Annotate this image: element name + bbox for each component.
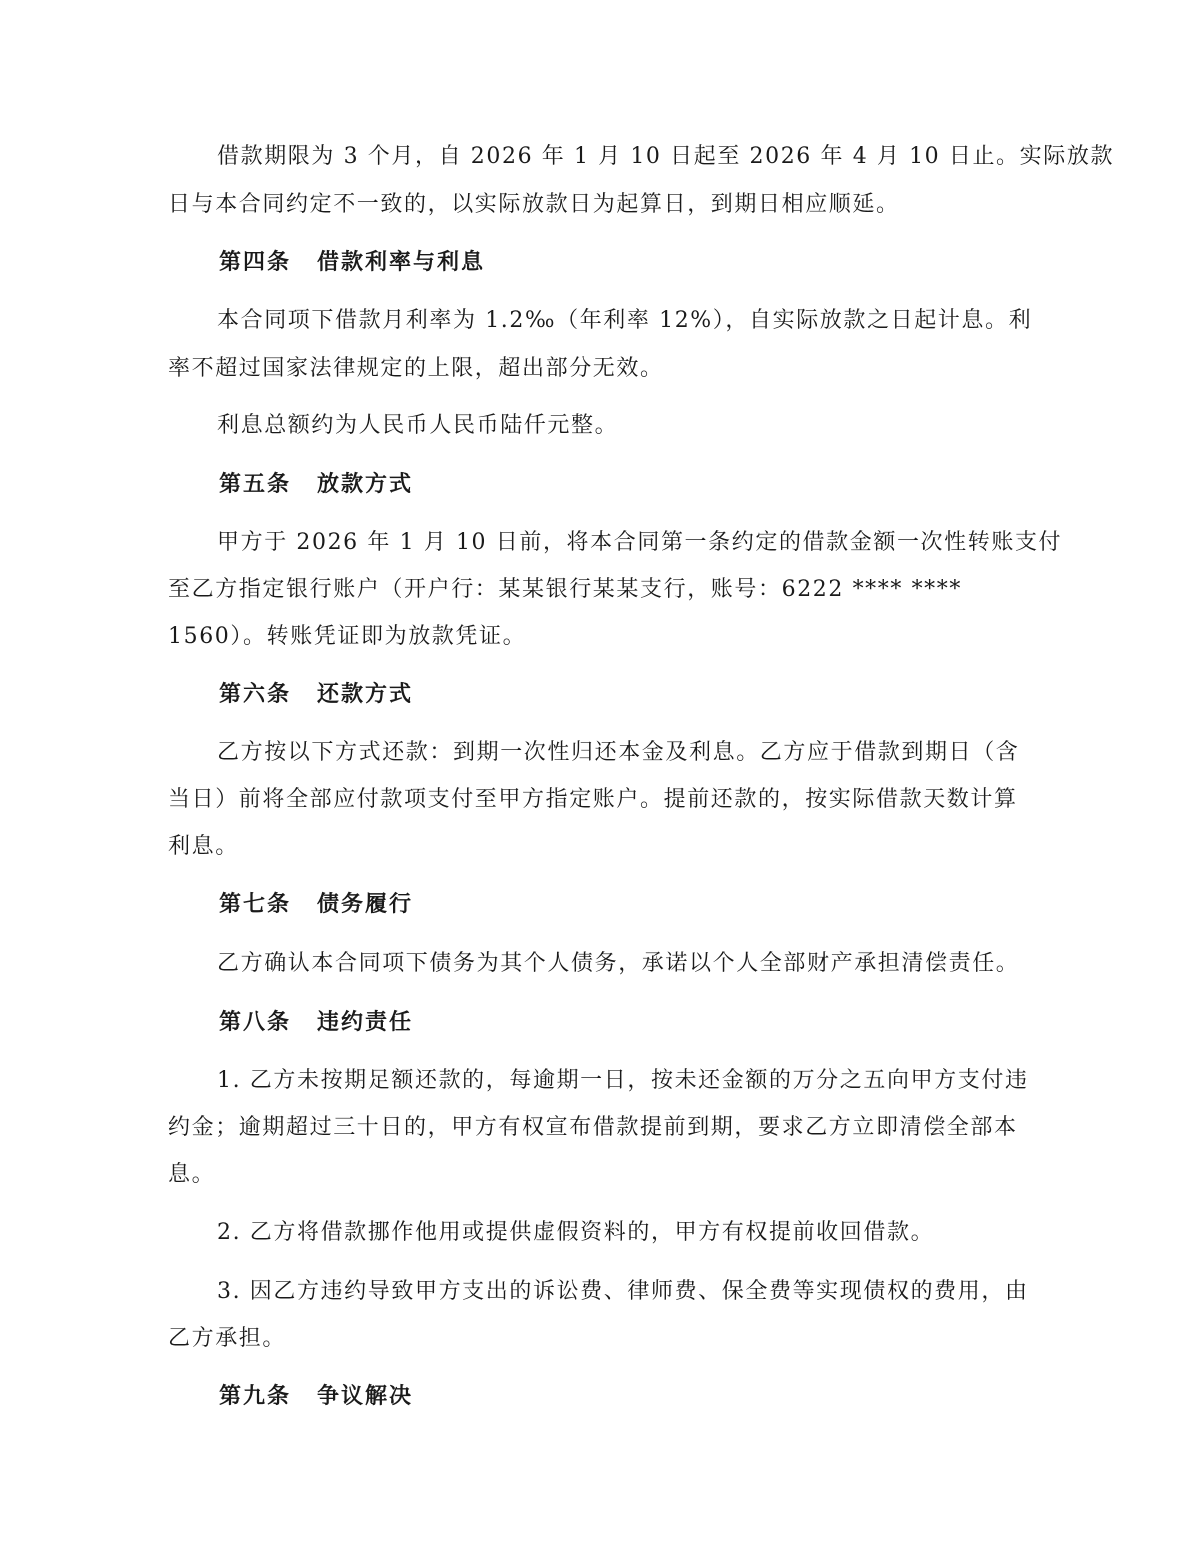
article4-number: 第四条 <box>219 249 292 275</box>
article9-heading <box>219 1381 1099 1411</box>
article8-item1-line-1: 1. 乙方未按期足额还款的，每逾期一日，按未还金额的万分之五向甲方支付违 <box>217 1068 1029 1093</box>
article4-interest-total: 利息总额约为人民币人民币陆仟元整。 <box>217 413 619 438</box>
article8-item2-line-1: 2. 乙方将借款挪作他用或提供虚假资料的，甲方有权提前收回借款。 <box>217 1220 935 1245</box>
article5-body-line-2: 至乙方指定银行账户（开户行：某某银行某某支行，账号：6222 **** **** <box>168 577 962 602</box>
article6-body-line-1: 乙方按以下方式还款：到期一次性归还本金及利息。乙方应于借款到期日（含 <box>217 740 1020 765</box>
article9-title: 争议解决 <box>317 1383 414 1409</box>
article4-body-line-1: 本合同项下借款月利率为 1.2‰（年利率 12%），自实际放款之日起计息。利 <box>217 308 1033 333</box>
article8-item1-line-2: 约金；逾期超过三十日的，甲方有权宣布借款提前到期，要求乙方立即清偿全部本 <box>168 1115 1018 1140</box>
article8-item3-line-2: 乙方承担。 <box>168 1326 287 1351</box>
article4-body-line-2: 率不超过国家法律规定的上限，超出部分无效。 <box>168 356 664 381</box>
article9-number: 第九条 <box>219 1383 292 1409</box>
article7-body-line-1: 乙方确认本合同项下债务为其个人债务，承诺以个人全部财产承担清偿责任。 <box>217 951 1020 976</box>
article4-title: 借款利率与利息 <box>317 249 486 275</box>
article5-heading <box>219 469 1099 499</box>
article5-number: 第五条 <box>219 471 292 497</box>
article7-number: 第七条 <box>219 891 292 917</box>
article7-title: 债务履行 <box>317 891 414 917</box>
article6-title: 还款方式 <box>317 681 414 707</box>
article5-body-line-1: 甲方于 2026 年 1 月 10 日前，将本合同第一条约定的借款金额一次性转账支付 <box>217 530 1063 555</box>
article8-title: 违约责任 <box>317 1009 414 1035</box>
article7-heading <box>219 889 1099 919</box>
article3-body-line-1: 借款期限为 3 个月，自 2026 年 1 月 10 日起至 2026 年 4 月 10 日止。实际放款 <box>217 144 1115 169</box>
article3-body-line-2: 日与本合同约定不一致的，以实际放款日为起算日，到期日相应顺延。 <box>168 192 900 217</box>
article6-body-line-2: 当日）前将全部应付款项支付至甲方指定账户。提前还款的，按实际借款天数计算 <box>168 787 1018 812</box>
article5-title: 放款方式 <box>317 471 414 497</box>
article8-item1-line-3: 息。 <box>168 1162 216 1187</box>
article6-number: 第六条 <box>219 681 292 707</box>
article4-heading <box>219 247 1099 277</box>
article5-body-line-3: 1560）。转账凭证即为放款凭证。 <box>168 624 527 649</box>
article8-item3-line-1: 3. 因乙方违约导致甲方支出的诉讼费、律师费、保全费等实现债权的费用，由 <box>217 1279 1029 1304</box>
article8-number: 第八条 <box>219 1009 292 1035</box>
article6-body-line-3: 利息。 <box>168 834 239 859</box>
article8-heading <box>219 1007 1099 1037</box>
article6-heading <box>219 679 1099 709</box>
